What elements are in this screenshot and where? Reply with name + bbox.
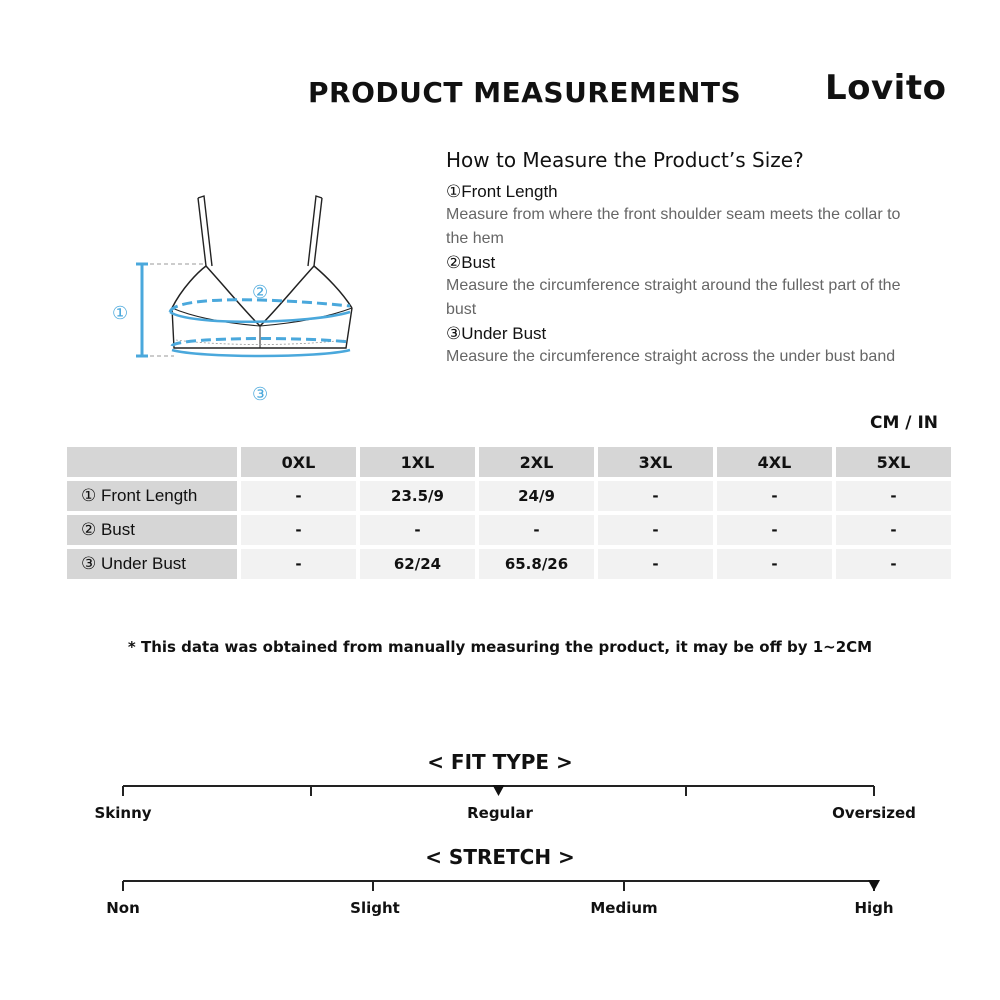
table-cell: 62/24 [360, 549, 475, 579]
table-row [67, 549, 951, 579]
front-length-heading: ①Front Length [446, 182, 558, 201]
table-row [67, 515, 951, 545]
row-label-under-bust: ③ Under Bust [67, 549, 237, 579]
stretch-slight-label: Slight [350, 899, 400, 917]
brand-logo: Lovito [825, 68, 947, 108]
table-row [67, 481, 951, 511]
bust-heading: ②Bust [446, 253, 496, 272]
stretch-high-label: High [854, 899, 894, 917]
fit-regular-label: Regular [467, 804, 533, 822]
size-header: 5XL [836, 447, 951, 477]
marker-front-length: ① [112, 303, 129, 324]
stretch-medium-label: Medium [590, 899, 658, 917]
table-cell: - [598, 481, 713, 511]
fit-type-title: < FIT TYPE > [427, 750, 573, 774]
size-table [63, 443, 955, 583]
measurement-note: * This data was obtained from manually measuring the product, it may be off by 1~2CM [127, 638, 873, 656]
size-header: 3XL [598, 447, 713, 477]
table-cell: 65.8/26 [479, 549, 594, 579]
table-cell: - [598, 515, 713, 545]
table-cell: - [717, 515, 832, 545]
under-bust-desc: Measure the circumference straight across the under bust band [446, 348, 896, 365]
table-cell: - [717, 549, 832, 579]
size-header: 0XL [241, 447, 356, 477]
table-cell: - [598, 549, 713, 579]
table-cell: - [479, 515, 594, 545]
row-label-front-length: ① Front Length [67, 481, 237, 511]
row-label-bust: ② Bust [67, 515, 237, 545]
stretch-non-label: Non [106, 899, 140, 917]
size-header: 2XL [479, 447, 594, 477]
table-corner [67, 447, 237, 477]
under-bust-heading: ③Under Bust [446, 324, 547, 343]
stretch-marker [868, 880, 880, 891]
bra-diagram [90, 180, 390, 420]
stretch-title: < STRETCH > [425, 845, 575, 869]
marker-under-bust: ③ [252, 384, 269, 405]
table-cell: 24/9 [479, 481, 594, 511]
fit-type-marker [493, 785, 505, 796]
how-to-question: How to Measure the Product’s Size? [446, 148, 804, 172]
table-cell: - [836, 549, 951, 579]
table-cell: 23.5/9 [360, 481, 475, 511]
size-header: 1XL [360, 447, 475, 477]
units-label: CM / IN [870, 413, 938, 433]
table-cell: - [360, 515, 475, 545]
table-cell: - [241, 515, 356, 545]
table-cell: - [241, 549, 356, 579]
fit-oversized-label: Oversized [832, 804, 916, 822]
table-cell: - [836, 515, 951, 545]
fit-skinny-label: Skinny [94, 804, 152, 822]
how-to-measure [446, 148, 926, 370]
table-cell: - [717, 481, 832, 511]
page-title: PRODUCT MEASUREMENTS [308, 76, 742, 109]
front-length-desc: Measure from where the front shoulder seam meets the collar to the hem [446, 206, 901, 247]
table-cell: - [836, 481, 951, 511]
table-cell: - [241, 481, 356, 511]
bust-desc: Measure the circumference straight around the fullest part of the bust [446, 277, 901, 318]
table-header-row [67, 447, 951, 477]
size-header: 4XL [717, 447, 832, 477]
marker-bust: ② [252, 282, 269, 303]
